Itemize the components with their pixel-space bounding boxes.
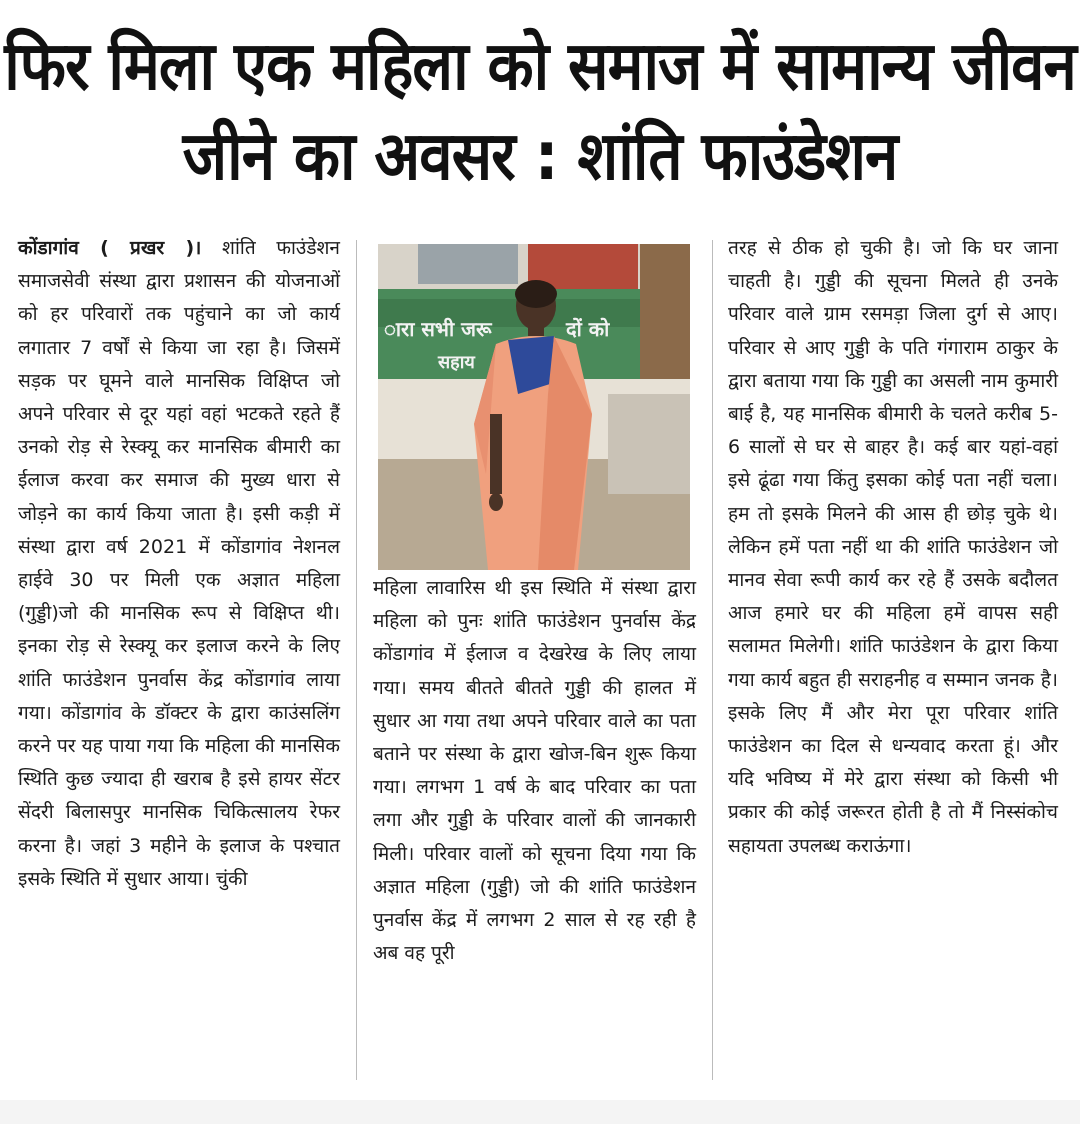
wall-text-3: सहाय — [438, 352, 475, 373]
page-bottom-edge — [0, 1100, 1080, 1124]
column-3-text: तरह से ठीक हो चुकी है। जो कि घर जाना चाहती है। गुड्डी की सूचना मिलते ही उनके परिवार वाले ग्राम रसमड़ा जिला दुर्ग से आए। परिवार से आए गुड्डी के पति गंगाराम ठाकुर के द्वारा बताया गया कि गुड्डी का असली नाम कुमारी बाई है, यह मानसिक बीमारी के चलते करीब 5-6 सालों से घर से बाहर है। कई बार यहां-वहां इसे ढूंढा गया किंतु इसका कोई पता नहीं चला। हम तो इसके मिलने की आस ही छोड़ चुके थे। लेकिन हमें पता नहीं था की शांति फाउंडेशन जो मानव सेवा रूपी कार्य कर रहे हैं उसके बदौलत आज हमारे घर की महिला हमें वापस सही सलामत मिलेगी। शांति फाउंडेशन के द्वारा किया गया कार्य बहुत ही सराहनीह व सम्मान जनक है। इसके लिए मैं और मेरा पूरा परिवार शांति फाउंडेशन का दिल से धन्यवाद करता हूं। और यदि भविष्य में मेरे द्वारा संस्था को किसी भी प्रकार की कोई जरूरत होती है तो मैं निस्संकोच सहायता उपलब्ध कराऊंगा। — [728, 237, 1058, 857]
news-photo — [378, 244, 690, 570]
article-column-1 — [18, 232, 340, 896]
column-1-text: शांति फाउंडेशन समाजसेवी संस्था द्वारा प्रशासन की योजनाओं को हर परिवारों तक पहुंचाने का जो कार्य लगातार 7 वर्षों से किया जा रहा है। जिसमें सड़क पर घूमने वाले मानसिक विक्षिप्त जो अपने परिवार से दूर यहां वहां भटकते रहते हैं उनको रोड़ से रेस्क्यू कर मानसिक बीमारी का ईलाज करवा कर समाज की मुख्य धारा से जोड़ने का कार्य किया जाता है। इसी कड़ी में संस्था द्वारा वर्ष 2021 में कोंडागांव नेशनल हाईवे 30 पर मिली एक अज्ञात महिला (गुड्डी)जो की मानसिक रूप से विक्षिप्त थी। इनका रोड़ से रेस्क्यू कर इलाज करने के लिए शांति फाउंडेशन पुनर्वास केंद्र कोंडागांव लाया गया। कोंडागांव के डॉक्टर के द्वारा काउंसलिंग करने पर यह पाया गया कि महिला की मानसिक स्थिति कुछ ज्यादा ही खराब है इसे हायर सेंटर सेंदरी बिलासपुर मानसिक चिकित्सालय रेफर करना है। जहां 3 महीने के इलाज के पश्चात इसके स्थिति में सुधार आया। चुंकी — [18, 237, 340, 890]
headline — [0, 22, 1080, 201]
wall-text-2: दों को — [566, 317, 610, 341]
column-2-text: महिला लावारिस थी इस स्थिति में संस्था द्वारा महिला को पुनः शांति फाउंडेशन पुनर्वास केंद्र कोंडागांव में ईलाज व देखरेख के लिए लाया गया। समय बीतते बीतते गुड्डी की हालत में सुधार आ गया तथा अपने परिवार वाले का पता बताने पर संस्था के द्वारा खोज-बिन शुरू किया गया। लगभग 1 वर्ष के बाद परिवार का पता लगा और गुड्डी के परिवार वालों की जानकारी मिली। परिवार वालों को सूचना दिया गया कि अज्ञात महिला (गुड्डी) जो की शांति फाउंडेशन पुनर्वास केंद्र में लगभग 2 साल से रह रही है अब वह पूरी — [373, 577, 696, 965]
column-divider-left — [356, 240, 357, 1080]
dateline: कोंडागांव ( प्रखर )। — [18, 237, 202, 259]
wall-text-1: ारा सभी जरू — [384, 317, 492, 341]
woman-in-saree-photo — [378, 244, 690, 570]
headline-line-2: जीने का अवसर : शांति फाउंडेशन — [182, 117, 898, 196]
article-column-3 — [728, 232, 1058, 863]
headline-line-1: फिर मिला एक महिला को समाज में सामान्य जीवन — [4, 27, 1076, 107]
column-divider-right — [712, 240, 713, 1080]
column-1-paragraph — [18, 232, 340, 896]
article-column-2 — [373, 572, 696, 970]
